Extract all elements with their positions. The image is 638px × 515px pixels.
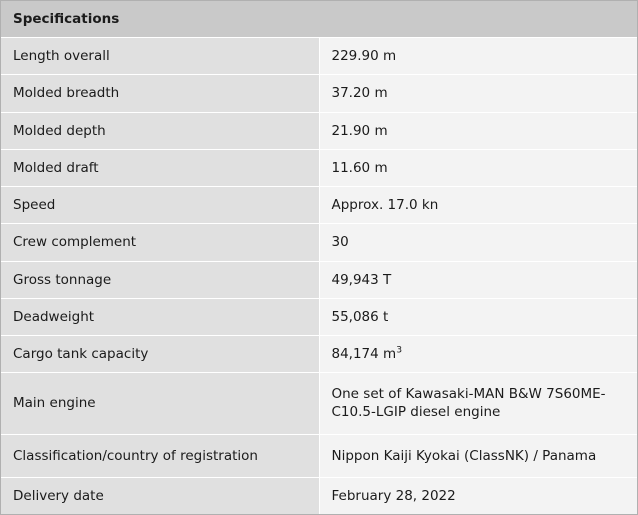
row-value bbox=[319, 335, 637, 372]
row-value bbox=[319, 149, 637, 186]
row-label: Molded depth bbox=[1, 112, 319, 149]
row-value bbox=[319, 224, 637, 261]
table-row bbox=[1, 149, 637, 186]
row-value bbox=[319, 373, 637, 434]
specifications-table bbox=[1, 1, 637, 514]
row-value-text: 229.90 m bbox=[331, 48, 397, 65]
table-row bbox=[1, 373, 637, 434]
row-value-text: February 28, 2022 bbox=[331, 487, 456, 504]
row-label: Deadweight bbox=[1, 298, 319, 335]
table-row bbox=[1, 38, 637, 75]
table-row bbox=[1, 224, 637, 261]
table-row bbox=[1, 434, 637, 477]
row-value bbox=[319, 261, 637, 298]
row-value-text: 11.60 m bbox=[331, 159, 388, 176]
table-row bbox=[1, 187, 637, 224]
row-value-text: 30 bbox=[331, 234, 349, 251]
row-label: Molded draft bbox=[1, 149, 319, 186]
row-value bbox=[319, 298, 637, 335]
row-label: Speed bbox=[1, 187, 319, 224]
row-value bbox=[319, 187, 637, 224]
row-value-text: 37.20 m bbox=[331, 85, 388, 102]
table-header-row bbox=[1, 1, 637, 38]
row-value bbox=[319, 38, 637, 75]
row-label: Length overall bbox=[1, 38, 319, 75]
table-header bbox=[1, 1, 637, 38]
row-value-text: One set of Kawasaki-MAN B&W 7S60ME-C10.5-LGIP diesel engine bbox=[331, 386, 606, 421]
table-row bbox=[1, 75, 637, 112]
row-value-text: 21.90 m bbox=[331, 122, 388, 139]
row-value-text: 55,086 t bbox=[331, 308, 389, 325]
row-label: Delivery date bbox=[1, 477, 319, 514]
table-row bbox=[1, 298, 637, 335]
row-value-text: Approx. 17.0 kn bbox=[331, 197, 439, 214]
row-label: Molded breadth bbox=[1, 75, 319, 112]
row-value-superscript: 3 bbox=[396, 344, 403, 356]
table-row bbox=[1, 112, 637, 149]
row-label: Cargo tank capacity bbox=[1, 335, 319, 372]
row-value bbox=[319, 434, 637, 477]
row-value-text: 84,174 m bbox=[331, 345, 397, 362]
row-value bbox=[319, 112, 637, 149]
table-body bbox=[1, 38, 637, 514]
row-label: Main engine bbox=[1, 373, 319, 434]
table-title: Specifications bbox=[1, 1, 637, 38]
row-label: Gross tonnage bbox=[1, 261, 319, 298]
row-value bbox=[319, 477, 637, 514]
row-label: Classification/country of registration bbox=[1, 434, 319, 477]
row-value-text: Nippon Kaiji Kyokai (ClassNK) / Panama bbox=[331, 447, 597, 464]
table-row bbox=[1, 261, 637, 298]
table-row bbox=[1, 477, 637, 514]
row-value bbox=[319, 75, 637, 112]
table-row bbox=[1, 335, 637, 372]
row-value-text: 49,943 T bbox=[331, 271, 392, 288]
row-label: Crew complement bbox=[1, 224, 319, 261]
